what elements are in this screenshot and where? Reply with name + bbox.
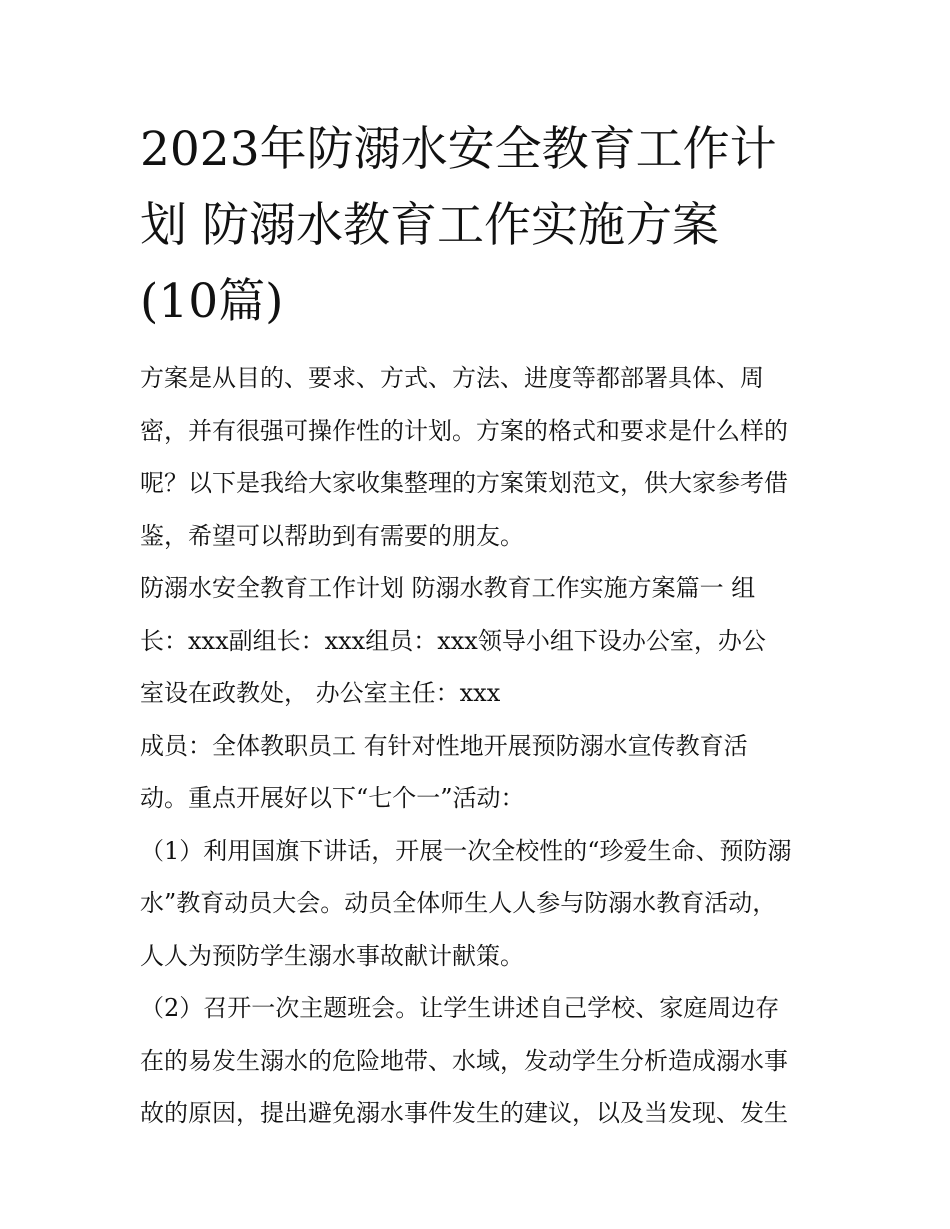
members-paragraph — [140, 720, 820, 825]
organization-paragraph — [140, 562, 820, 720]
text-line: 室设在政教处， 办公室主任：xxx — [140, 679, 501, 707]
text-line: 密，并有很强可操作性的计划。方案的格式和要求是什么样的 — [140, 416, 788, 445]
activity-1-paragraph — [140, 825, 820, 983]
text-line: 在的易发生溺水的危险地带、水域，发动学生分析造成溺水事 — [140, 1046, 788, 1075]
document-body — [140, 352, 820, 1140]
text-line: 鉴，希望可以帮助到有需要的朋友。 — [140, 521, 524, 550]
text-line: （1）利用国旗下讲话，开展一次全校性的“珍爱生命、预防溺 — [140, 836, 792, 865]
text-line: 方案是从目的、要求、方式、方法、进度等都部署具体、周 — [140, 364, 764, 392]
activity-2-paragraph — [140, 982, 820, 1140]
text-line: 动。重点开展好以下“七个一”活动： — [140, 784, 525, 812]
title-line: 划 防溺水教育工作实施方案 — [140, 198, 719, 253]
title-line: 2023年防溺水安全教育工作计 — [140, 122, 777, 177]
intro-paragraph — [140, 352, 820, 562]
text-line: 水”教育动员大会。动员全体师生人人参与防溺水教育活动， — [140, 889, 777, 917]
text-line: 人人为预防学生溺水事故献计献策。 — [140, 941, 524, 970]
text-line: （2）召开一次主题班会。让学生讲述自己学校、家庭周边存 — [140, 994, 780, 1022]
text-line: 长：xxx副组长：xxx组员：xxx领导小组下设办公室，办公 — [140, 626, 766, 655]
text-line: 成员：全体教职员工 有针对性地开展预防溺水宣传教育活 — [140, 731, 748, 760]
text-line: 故的原因，提出避免溺水事件发生的建议，以及当发现、发生 — [140, 1099, 788, 1127]
title-line: (10篇) — [140, 274, 284, 329]
text-line: 防溺水安全教育工作计划 防溺水教育工作实施方案篇一 组 — [140, 574, 756, 602]
text-line: 呢？以下是我给大家收集整理的方案策划范文，供大家参考借 — [140, 469, 788, 497]
document-title — [140, 112, 820, 340]
